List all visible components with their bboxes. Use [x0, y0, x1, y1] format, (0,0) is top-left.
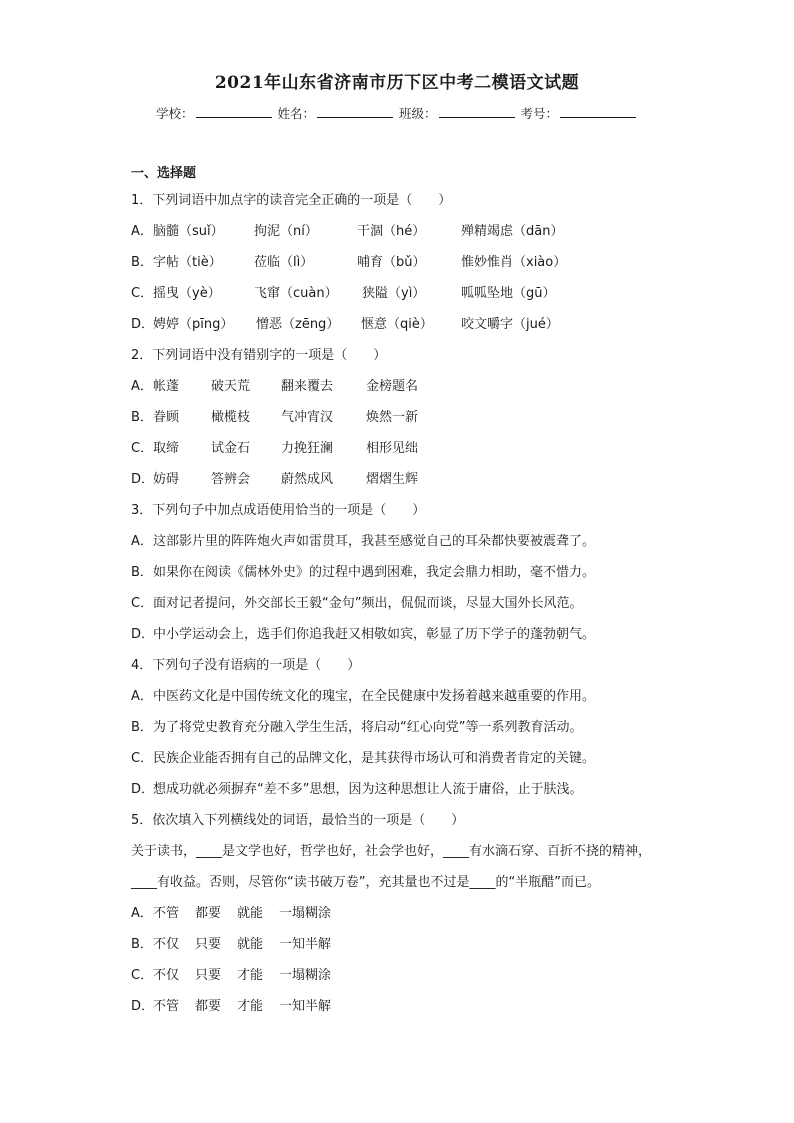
option-item: 字帖（tiè） [153, 255, 222, 270]
q5-option-b [131, 929, 671, 960]
exam-number-blank [560, 107, 636, 118]
question-4-stem: 4．下列句子没有语病的一项是（ ） [131, 658, 361, 673]
option-item: 拘泥（ní） [254, 224, 318, 239]
option-item: 摇曳（yè） [153, 286, 221, 301]
q5-option-a [131, 898, 671, 929]
q5-passage: 关于读书，____是文学也好，哲学也好，社会学也好，____有水滴石穿、百折不挠的精神，____有收益。否则，尽管你“读书破万卷”，充其量也不过是____的“半瓶醋”而已。 [131, 844, 652, 890]
option-item: 咬文嚼字（jué） [461, 317, 559, 332]
option-text: 民族企业能否拥有自己的品牌文化，是其获得市场认可和消费者肯定的关键。 [153, 751, 596, 766]
option-item: 只要 [195, 968, 222, 983]
option-item: 一知半解 [279, 937, 332, 952]
option-label: D． [131, 472, 155, 487]
option-item: 才能 [237, 999, 264, 1014]
option-item: 眷顾 [153, 410, 180, 425]
option-item: 飞窜（cuàn） [254, 286, 338, 301]
q1-option-c [131, 278, 671, 309]
option-label: A． [131, 224, 153, 239]
q3-option-d [131, 619, 671, 650]
option-text: 为了将党史教育充分融入学生生活，将启动“红心向党”等一系列教育活动。 [153, 720, 583, 735]
option-text: 想成功就必须摒弃“差不多”思想，因为这种思想让人流于庸俗，止于肤浅。 [153, 782, 583, 797]
page-title: 2021年山东省济南市历下区中考二模语文试题 [214, 73, 580, 93]
option-item: 试金石 [211, 441, 251, 456]
q3-option-b [131, 557, 671, 588]
option-item: 翻来覆去 [281, 379, 334, 394]
option-item: 殚精竭虑（dān） [461, 224, 564, 239]
option-item: 才能 [237, 968, 264, 983]
q3-option-c [131, 588, 671, 619]
option-label: C． [131, 751, 154, 766]
school-label: 学校： [155, 106, 194, 121]
q1-option-b [131, 247, 671, 278]
option-label: B． [131, 410, 153, 425]
section-heading: 一、选择题 [131, 166, 197, 181]
question-1-stem: 1．下列词语中加点字的读音完全正确的一项是（ ） [131, 193, 452, 208]
option-label: B． [131, 937, 153, 952]
option-item: 莅临（lì） [254, 255, 314, 270]
q2-option-b [131, 402, 671, 433]
option-text: 中医药文化是中国传统文化的瑰宝，在全民健康中发扬着越来越重要的作用。 [153, 689, 596, 704]
option-item: 只要 [195, 937, 222, 952]
option-item: 干涸（hé） [357, 224, 426, 239]
option-item: 都要 [195, 999, 222, 1014]
q2-option-c [131, 433, 671, 464]
option-item: 哺育（bǔ） [357, 255, 426, 270]
class-blank [439, 107, 515, 118]
option-item: 帐蓬 [153, 379, 180, 394]
option-item: 焕然一新 [366, 410, 419, 425]
option-item: 一塌糊涂 [279, 906, 332, 921]
option-label: B． [131, 255, 153, 270]
option-item: 不管 [153, 906, 180, 921]
student-info-line [0, 104, 794, 122]
q5-option-d [131, 991, 671, 1022]
option-item: 就能 [237, 937, 264, 952]
q4-option-c [131, 743, 671, 774]
option-label: D． [131, 782, 155, 797]
option-item: 不仅 [153, 968, 180, 983]
class-label: 班级： [398, 106, 437, 121]
q4-option-d [131, 774, 671, 805]
option-item: 都要 [195, 906, 222, 921]
option-item: 力挽狂澜 [281, 441, 334, 456]
option-label: A． [131, 379, 153, 394]
q1-option-d [131, 309, 671, 340]
q2-option-a [131, 371, 671, 402]
option-item: 呱呱坠地（gū） [461, 286, 556, 301]
option-item: 蔚然成风 [281, 472, 334, 487]
q2-option-d [131, 464, 671, 495]
question-3-stem: 3．下列句子中加点成语使用恰当的一项是（ ） [131, 503, 426, 518]
option-item: 惬意（qiè） [361, 317, 433, 332]
option-label: A． [131, 689, 153, 704]
option-item: 不管 [153, 999, 180, 1014]
question-2-stem: 2．下列词语中没有错别字的一项是（ ） [131, 348, 387, 363]
option-item: 答辨会 [211, 472, 251, 487]
option-label: D． [131, 627, 155, 642]
name-blank [317, 107, 393, 118]
q1-option-a [131, 216, 671, 247]
option-item: 一塌糊涂 [279, 968, 332, 983]
option-text: 这部影片里的阵阵炮火声如雷贯耳，我甚至感觉自己的耳朵都快要被震聋了。 [153, 534, 596, 549]
option-item: 娉婷（pīng） [153, 317, 234, 332]
school-blank [196, 107, 272, 118]
option-item: 熠熠生辉 [366, 472, 419, 487]
option-label: A． [131, 906, 153, 921]
option-label: B． [131, 565, 153, 580]
option-item: 憎恶（zēng） [256, 317, 340, 332]
option-item: 相形见绌 [366, 441, 419, 456]
q4-option-a [131, 681, 671, 712]
q3-option-a [131, 526, 671, 557]
option-item: 取缔 [153, 441, 180, 456]
option-item: 橄榄枝 [211, 410, 251, 425]
option-item: 狭隘（yì） [362, 286, 426, 301]
option-item: 破天荒 [211, 379, 251, 394]
option-label: D． [131, 317, 155, 332]
questions [131, 162, 671, 1022]
option-item: 惟妙惟肖（xiào） [461, 255, 567, 270]
option-item: 气冲宵汉 [281, 410, 334, 425]
option-text: 如果你在阅读《儒林外史》的过程中遇到困难，我定会鼎力相助，毫不惜力。 [153, 565, 596, 580]
question-5-stem: 5．依次填入下列横线处的词语，最恰当的一项是（ ） [131, 813, 465, 828]
option-item: 金榜题名 [366, 379, 419, 394]
exam-number-label: 考号： [520, 106, 558, 121]
option-label: B． [131, 720, 153, 735]
option-label: C． [131, 441, 154, 456]
name-label: 姓名： [277, 106, 315, 121]
option-item: 不仅 [153, 937, 180, 952]
option-item: 妨碍 [153, 472, 180, 487]
q5-option-c [131, 960, 671, 991]
option-item: 就能 [237, 906, 264, 921]
option-label: C． [131, 286, 154, 301]
option-label: A． [131, 534, 153, 549]
q4-option-b [131, 712, 671, 743]
option-label: D． [131, 999, 155, 1014]
option-item: 脑髓（suǐ） [153, 224, 224, 239]
option-label: C． [131, 968, 154, 983]
option-label: C． [131, 596, 154, 611]
option-item: 一知半解 [279, 999, 332, 1014]
option-text: 中小学运动会上，选手们你追我赶又相敬如宾，彰显了历下学子的蓬勃朝气。 [153, 627, 596, 642]
option-text: 面对记者提问，外交部长王毅“金句”频出，侃侃而谈，尽显大国外长风范。 [153, 596, 583, 611]
